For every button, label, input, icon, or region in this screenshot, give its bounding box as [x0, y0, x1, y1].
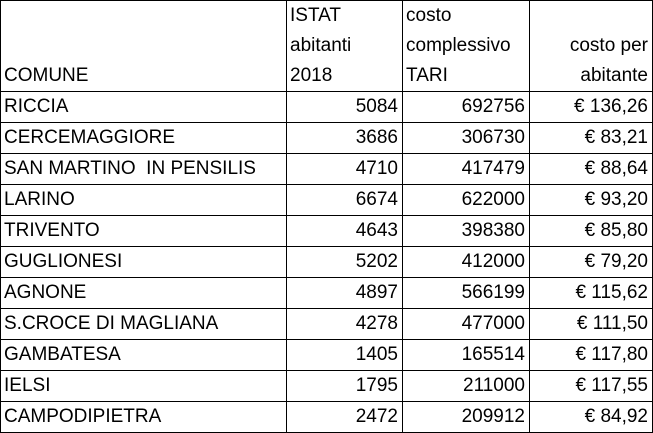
table-row [1, 340, 653, 371]
cell-comune[interactable]: GUGLIONESI [1, 247, 287, 278]
cell-comune[interactable]: AGNONE [1, 278, 287, 309]
cell-comune[interactable]: SAN MARTINO IN PENSILIS [1, 154, 287, 185]
cell-abitanti[interactable]: 1795 [287, 371, 403, 402]
cell-abitanti[interactable]: 1405 [287, 340, 403, 371]
cell-costo[interactable]: 209912 [403, 402, 530, 433]
cell-costo[interactable]: 417479 [403, 154, 530, 185]
cell-costo[interactable]: 211000 [403, 371, 530, 402]
cell-abitanti[interactable]: 2472 [287, 402, 403, 433]
header-costo-line-1: costo [406, 5, 452, 26]
header-costo-complessivo[interactable] [403, 1, 530, 92]
cell-comune[interactable]: LARINO [1, 185, 287, 216]
table-row [1, 92, 653, 123]
header-per-abitante-line-1 [533, 1, 648, 31]
header-comune-label: COMUNE [4, 65, 89, 86]
cell-per-abitante[interactable]: € 115,62 [530, 278, 653, 309]
table-row [1, 123, 653, 154]
cell-costo[interactable]: 692756 [403, 92, 530, 123]
table-row [1, 371, 653, 402]
cell-comune[interactable]: TRIVENTO [1, 216, 287, 247]
header-abitanti-line-3: 2018 [290, 65, 333, 86]
cell-abitanti[interactable]: 5202 [287, 247, 403, 278]
cell-per-abitante[interactable]: € 83,21 [530, 123, 653, 154]
cell-comune[interactable]: CAMPODIPIETRA [1, 402, 287, 433]
table-row [1, 216, 653, 247]
cell-costo[interactable]: 165514 [403, 340, 530, 371]
header-costo-line-3: TARI [406, 65, 448, 86]
cell-abitanti[interactable]: 4643 [287, 216, 403, 247]
table-row [1, 247, 653, 278]
cell-costo[interactable]: 477000 [403, 309, 530, 340]
cell-abitanti[interactable]: 6674 [287, 185, 403, 216]
cell-per-abitante[interactable]: € 88,64 [530, 154, 653, 185]
table-row [1, 309, 653, 340]
header-per-abitante-line-3: abitante [580, 65, 648, 86]
cell-per-abitante[interactable]: € 117,55 [530, 371, 653, 402]
cell-costo[interactable]: 412000 [403, 247, 530, 278]
cell-per-abitante[interactable]: € 136,26 [530, 92, 653, 123]
header-comune[interactable] [1, 1, 287, 92]
cell-costo[interactable]: 566199 [403, 278, 530, 309]
cell-per-abitante[interactable]: € 93,20 [530, 185, 653, 216]
cell-abitanti[interactable]: 4897 [287, 278, 403, 309]
header-costo-per-abitante[interactable] [530, 1, 653, 92]
cell-abitanti[interactable]: 4710 [287, 154, 403, 185]
cell-comune[interactable]: CERCEMAGGIORE [1, 123, 287, 154]
cell-abitanti[interactable]: 5084 [287, 92, 403, 123]
header-per-abitante-line-2: costo per [569, 35, 648, 56]
table-row [1, 185, 653, 216]
cell-per-abitante[interactable]: € 85,80 [530, 216, 653, 247]
cell-costo[interactable]: 622000 [403, 185, 530, 216]
table-row [1, 402, 653, 433]
header-costo-line-2: complessivo [406, 35, 511, 56]
header-row [1, 1, 653, 92]
header-abitanti-line-1: ISTAT [290, 5, 342, 26]
cell-costo[interactable]: 398380 [403, 216, 530, 247]
cell-comune[interactable]: IELSI [1, 371, 287, 402]
cell-abitanti[interactable]: 4278 [287, 309, 403, 340]
cell-comune[interactable]: RICCIA [1, 92, 287, 123]
cell-per-abitante[interactable]: € 111,50 [530, 309, 653, 340]
cell-abitanti[interactable]: 3686 [287, 123, 403, 154]
table-body [1, 1, 653, 433]
header-abitanti-line-2: abitanti [290, 35, 352, 56]
table-row [1, 278, 653, 309]
cell-comune[interactable]: S.CROCE DI MAGLIANA [1, 309, 287, 340]
cell-per-abitante[interactable]: € 79,20 [530, 247, 653, 278]
cell-per-abitante[interactable]: € 84,92 [530, 402, 653, 433]
header-abitanti[interactable] [287, 1, 403, 92]
cell-comune[interactable]: GAMBATESA [1, 340, 287, 371]
cell-per-abitante[interactable]: € 117,80 [530, 340, 653, 371]
cell-costo[interactable]: 306730 [403, 123, 530, 154]
table-row [1, 154, 653, 185]
